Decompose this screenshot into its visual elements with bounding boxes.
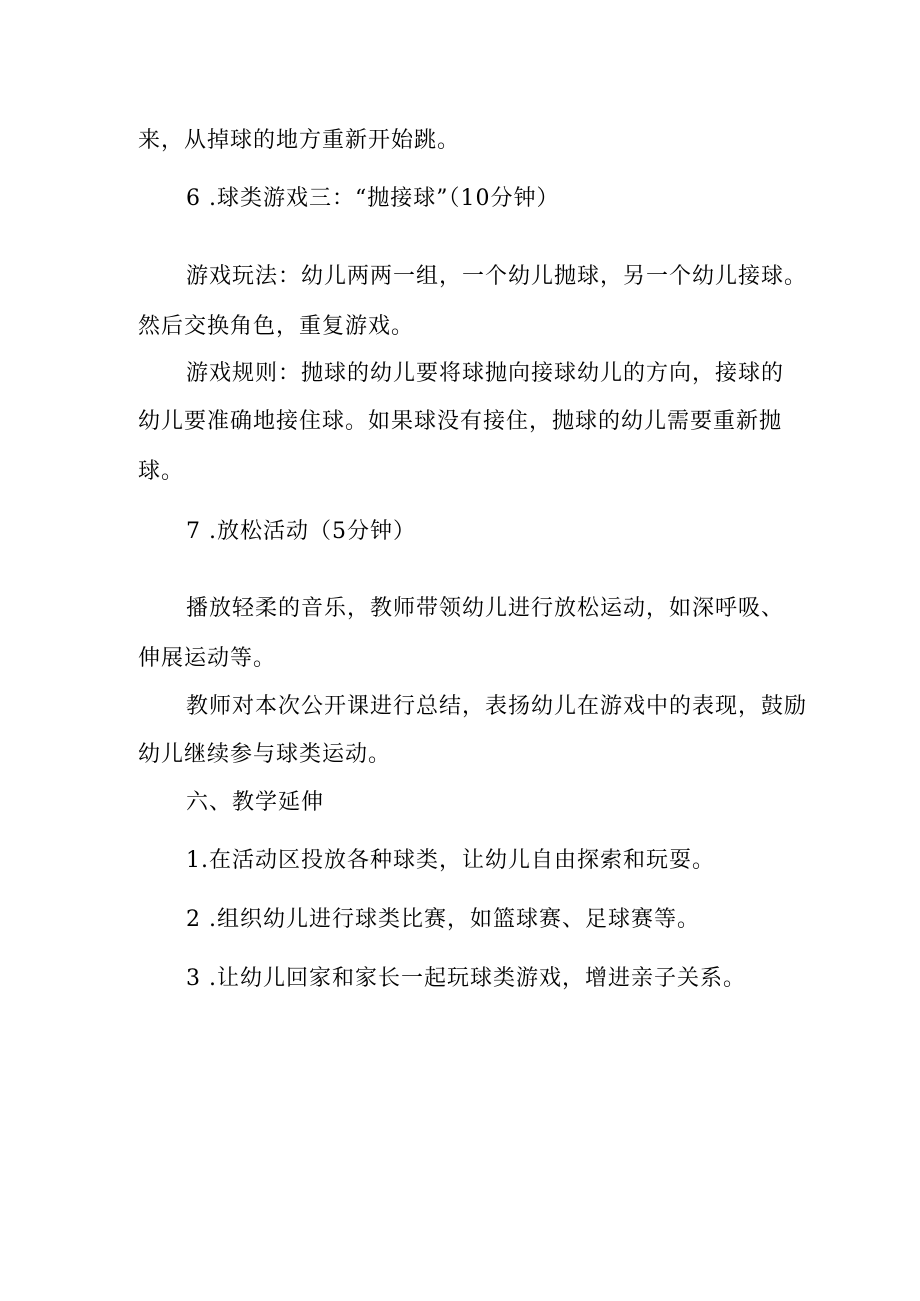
paragraph-line: 播放轻柔的音乐，教师带领幼儿进行放松运动，如深呼吸、 [186, 596, 785, 621]
paragraph-line: 然后交换角色，重复游戏。 [138, 314, 415, 339]
section-heading-6: 6 .球类游戏三：“抛接球”（10分钟） [186, 186, 560, 211]
list-item: 1.在活动区投放各种球类，让幼儿自由探索和玩耍。 [186, 848, 715, 873]
paragraph-line: 幼儿继续参与球类运动。 [138, 742, 392, 767]
list-item: 2 .组织幼儿进行球类比赛，如篮球赛、足球赛等。 [186, 907, 700, 932]
paragraph-line: 游戏规则：抛球的幼儿要将球抛向接球幼儿的方向，接球的 [186, 361, 785, 386]
section-heading-six: 六、教学延伸 [186, 790, 325, 815]
paragraph-line: 来，从掉球的地方重新开始跳。 [138, 128, 461, 153]
paragraph-line: 幼儿要准确地接住球。如果球没有接住，抛球的幼儿需要重新抛 [138, 409, 783, 434]
paragraph-line: 球。 [138, 459, 185, 484]
paragraph-line: 游戏玩法：幼儿两两一组，一个幼儿抛球，另一个幼儿接球。 [186, 264, 808, 289]
list-item: 3 .让幼儿回家和家长一起玩球类游戏，增进亲子关系。 [186, 966, 746, 991]
paragraph-line: 教师对本次公开课进行总结，表扬幼儿在游戏中的表现，鼓励 [186, 694, 808, 719]
section-heading-7: 7 .放松活动（5分钟） [186, 519, 416, 544]
paragraph-line: 伸展运动等。 [138, 646, 277, 671]
